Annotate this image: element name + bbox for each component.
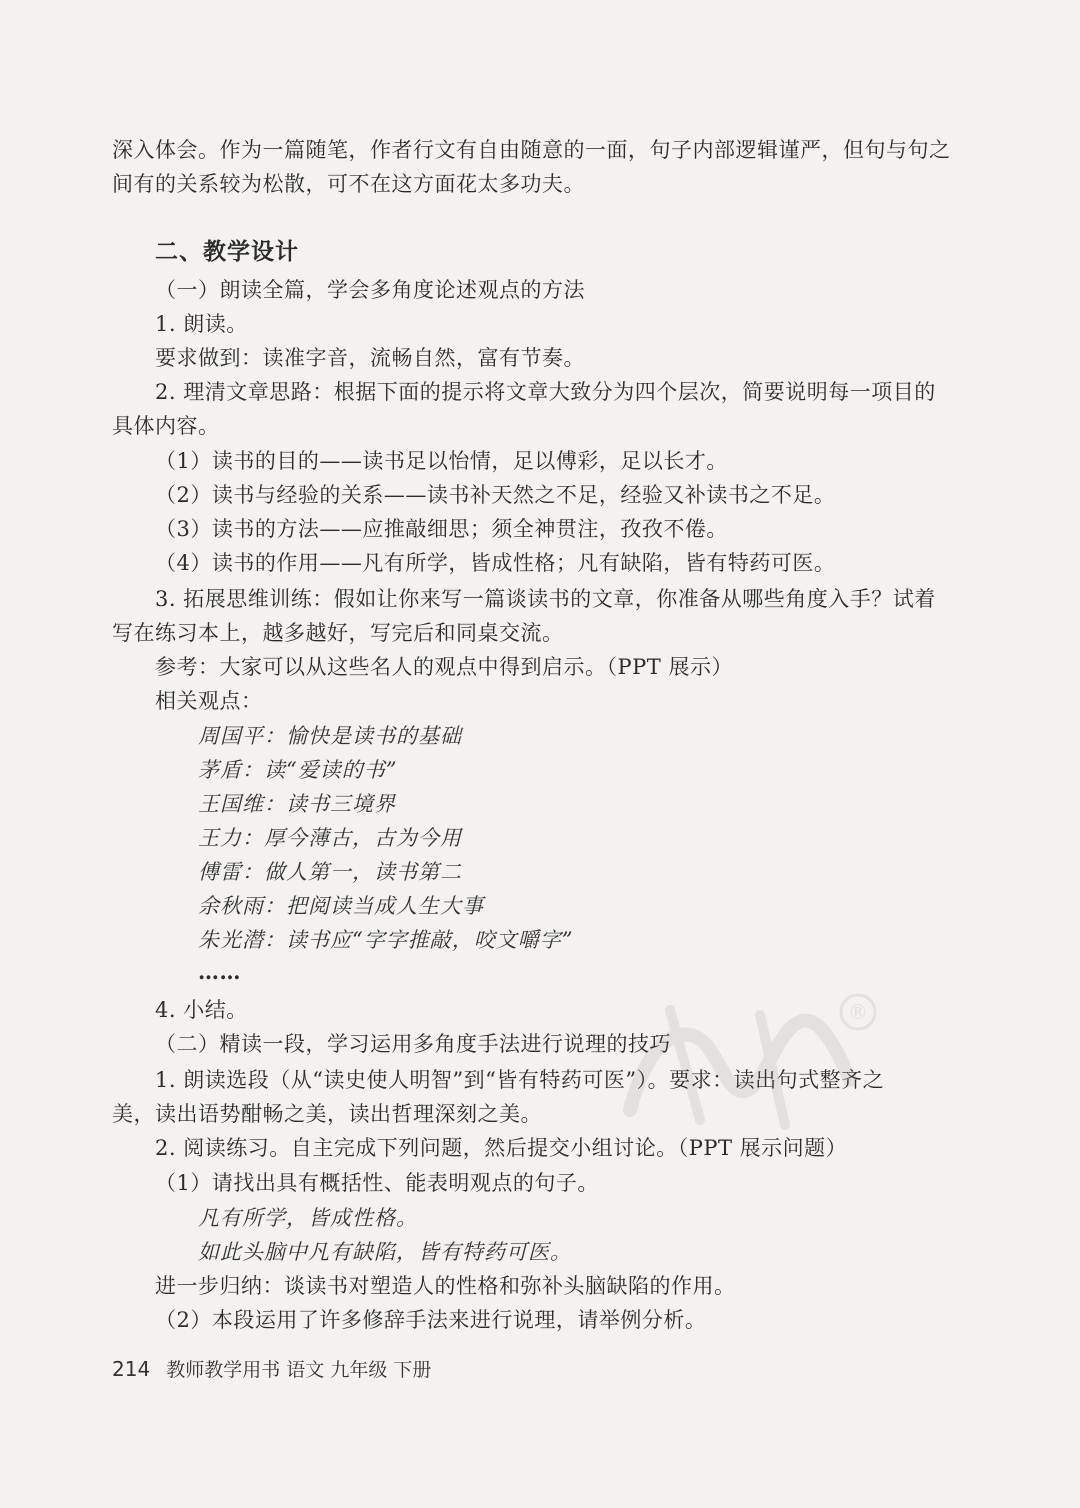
answer-line: 凡有所学，皆成性格。 — [198, 1206, 418, 1230]
subsection-heading: （一）朗读全篇，学会多角度论述观点的方法 — [155, 278, 585, 302]
step-item: 1. 朗读选段（从“读史使人明智”到“皆有特药可医”）。要求：读出句式整齐之 — [155, 1068, 885, 1092]
subsection-heading: （二）精读一段，学习运用多角度手法进行说理的技巧 — [155, 1032, 671, 1056]
list-item: （2）读书与经验的关系——读书补天然之不足，经验又补读书之不足。 — [155, 483, 836, 507]
body-text-line: 要求做到：读准字音，流畅自然，富有节奏。 — [155, 346, 585, 370]
list-item: （2）本段运用了许多修辞手法来进行说理，请举例分析。 — [155, 1308, 707, 1332]
body-text-line: 相关观点： — [155, 689, 263, 713]
quote-item: 茅盾：读“爱读的书” — [198, 758, 398, 782]
list-item: （3）读书的方法——应推敲细思；须全神贯注，孜孜不倦。 — [155, 517, 728, 541]
step-item: 2. 阅读练习。自主完成下列问题，然后提交小组讨论。（PPT 展示问题） — [155, 1136, 848, 1160]
list-item: （1）读书的目的——读书足以怡情，足以傅彩，足以长才。 — [155, 449, 728, 473]
page-footer — [112, 1355, 431, 1382]
step-item: 2. 理清文章思路：根据下面的提示将文章大致分为四个层次，简要说明每一项目的 — [155, 380, 936, 404]
watermark-logo — [610, 990, 890, 1140]
answer-line: 如此头脑中凡有缺陷，皆有特药可医。 — [198, 1240, 572, 1264]
list-item: （1）请找出具有概括性、能表明观点的句子。 — [155, 1171, 599, 1195]
quote-item: 朱光潜：读书应“字字推敲，咬文嚼字” — [198, 928, 574, 952]
step-item: 1. 朗读。 — [155, 312, 248, 336]
quote-item: 傅雷：做人第一，读书第二 — [198, 860, 462, 884]
ellipsis: …… — [198, 959, 241, 984]
step-item: 3. 拓展思维训练：假如让你来写一篇谈读书的文章，你准备从哪些角度入手？试着 — [155, 587, 936, 611]
section-heading: 二、教学设计 — [155, 239, 299, 265]
body-text-line: 深入体会。作为一篇随笔，作者行文有自由随意的一面，句子内部逻辑谨严，但句与句之 — [112, 138, 951, 162]
body-text-line: 进一步归纳：谈读书对塑造人的性格和弥补头脑缺陷的作用。 — [155, 1274, 736, 1298]
body-text-line: 美，读出语势酣畅之美，读出哲理深刻之美。 — [112, 1102, 542, 1126]
page-number: 214 — [112, 1357, 151, 1381]
reference-line: 参考：大家可以从这些名人的观点中得到启示。（PPT 展示） — [155, 655, 733, 679]
body-text-line: 间有的关系较为松散，可不在这方面花太多功夫。 — [112, 172, 585, 196]
quote-item: 周国平：愉快是读书的基础 — [198, 724, 462, 748]
body-text-line: 写在练习本上，越多越好，写完后和同桌交流。 — [112, 621, 564, 645]
list-item: （4）读书的作用——凡有所学，皆成性格；凡有缺陷，皆有特药可医。 — [155, 551, 836, 575]
body-text-line: 具体内容。 — [112, 414, 220, 438]
step-item: 4. 小结。 — [155, 998, 248, 1022]
quote-item: 王国维：读书三境界 — [198, 792, 396, 816]
quote-item: 余秋雨：把阅读当成人生大事 — [198, 894, 484, 918]
quote-item: 王力：厚今薄古，古为今用 — [198, 826, 462, 850]
book-title: 教师教学用书 语文 九年级 下册 — [166, 1359, 432, 1381]
svg-text:®: ® — [848, 1000, 868, 1024]
